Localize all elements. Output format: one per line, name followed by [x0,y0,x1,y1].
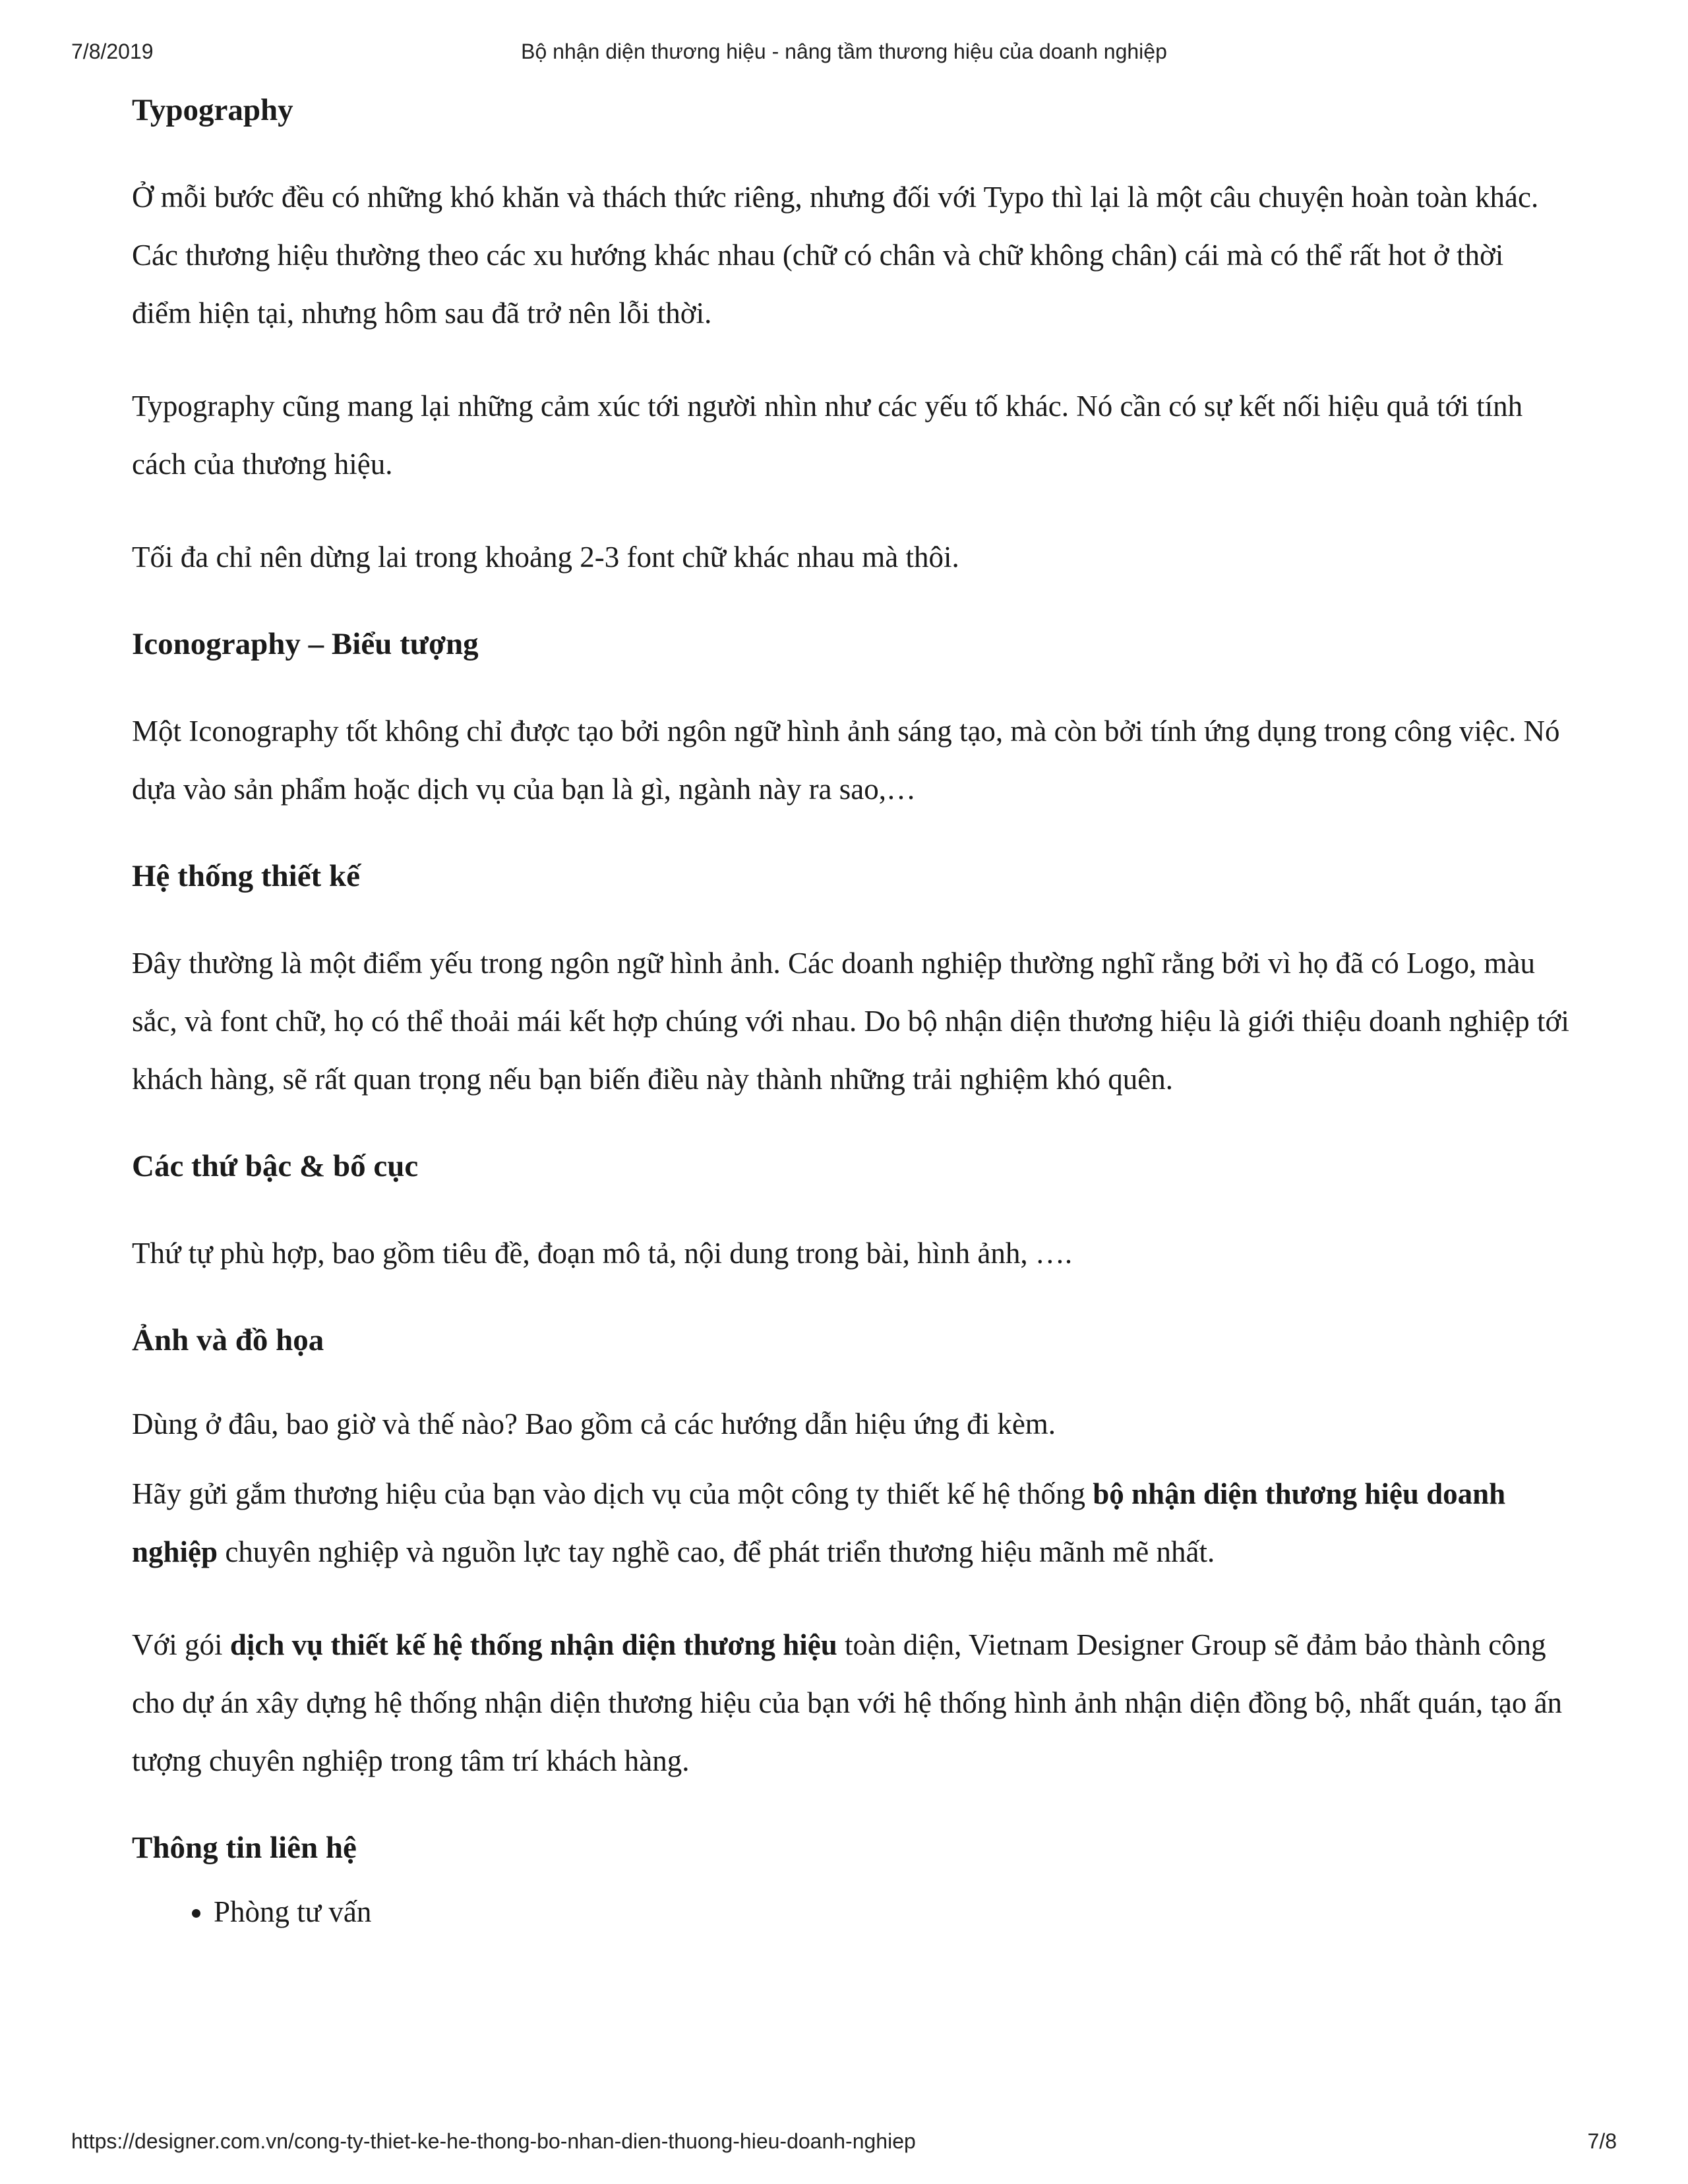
text-run: Với gói [132,1628,230,1661]
print-header [71,40,1617,69]
paragraph-typography-2: Typography cũng mang lại những cảm xúc tới người nhìn như các yếu tố khác. Nó cần có sự kết nối hiệu quả tới tính cách của thương hiệu. [132,390,1523,481]
paragraph-hierarchy-1: Thứ tự phù hợp, bao gồm tiêu đề, đoạn mô tả, nội dung trong bài, hình ảnh, …. [132,1237,1073,1270]
paragraph-typography-3: Tối đa chỉ nên dừng lai trong khoảng 2-3 font chữ khác nhau mà thôi. [132,541,959,574]
link-identity-service[interactable]: dịch vụ thiết kế hệ thống nhận diện thương hiệu [229,1628,837,1661]
heading-design-system: Hệ thống thiết kế [132,859,360,893]
heading-contact: Thông tin liên hệ [132,1831,357,1865]
print-url: https://designer.com.vn/cong-ty-thiet-ke-he-thong-bo-nhan-dien-thuong-hieu-doanh-nghiep [71,2129,916,2153]
print-page-title: Bộ nhận diện thương hiệu - nâng tầm thương hiệu của doanh nghiệp [521,40,1167,63]
heading-hierarchy: Các thứ bậc & bố cục [132,1149,419,1183]
print-date: 7/8/2019 [71,40,154,63]
print-footer [71,2129,1617,2158]
paragraph-typography-1: Ở mỗi bước đều có những khó khăn và thách thức riêng, nhưng đối với Typo thì lại là một câu chuyện hoàn toàn khác. Các thương hiệu thường theo các xu hướng khác nhau (chữ có chân và chữ không chân) cái mà có thể rất hot ở thời điểm hiện tại, nhưng hôm sau đã trở nên lỗi thời. [132,181,1539,330]
paragraph-imagery-3 [132,1616,1569,1790]
text-run: chuyên nghiệp và nguồn lực tay nghề cao, để phát triển thương hiệu mãnh mẽ nhất. [218,1535,1215,1568]
link-brand-identity[interactable]: bộ nhận diện thương hiệu doanh nghiệp [132,1477,1506,1568]
contact-list [132,1883,1569,1941]
page-number: 7/8 [1587,2129,1617,2153]
text-run: Hãy gửi gắm thương hiệu của bạn vào dịch vụ của một công ty thiết kế hệ thống [132,1477,1093,1510]
paragraph-design-system-1: Đây thường là một điểm yếu trong ngôn ngữ hình ảnh. Các doanh nghiệp thường nghĩ rằng bởi vì họ đã có Logo, màu sắc, và font chữ, họ có thể thoải mái kết hợp chúng với nhau. Do bộ nhận diện thương hiệu là giới thiệu doanh nghiệp tới khách hàng, sẽ rất quan trọng nếu bạn biến điều này thành những trải nghiệm khó quên. [132,947,1569,1096]
heading-iconography: Iconography – Biểu tượng [132,627,479,661]
paragraph-imagery-1: Dùng ở đâu, bao giờ và thế nào? Bao gồm cả các hướng dẫn hiệu ứng đi kèm. [132,1407,1056,1440]
heading-typography: Typography [132,93,293,127]
paragraph-imagery-2 [132,1465,1569,1581]
article-body [132,87,1569,1941]
list-item: • Phòng tư vấn [214,1883,1569,1941]
heading-imagery: Ảnh và đồ họa [132,1323,324,1357]
paragraph-iconography-1: Một Iconography tốt không chỉ được tạo bởi ngôn ngữ hình ảnh sáng tạo, mà còn bởi tính ứng dụng trong công việc. Nó dựa vào sản phẩm hoặc dịch vụ của bạn là gì, ngành này ra sao,… [132,715,1560,806]
text-run: toàn diện, Vietnam Designer Group sẽ đảm bảo thành công cho dự án xây dựng hệ thống nhận diện thương hiệu của bạn với hệ thống hình ảnh nhận diện đồng bộ, nhất quán, tạo ấn tượng chuyên nghiệp trong tâm trí khách hàng. [132,1628,1563,1777]
